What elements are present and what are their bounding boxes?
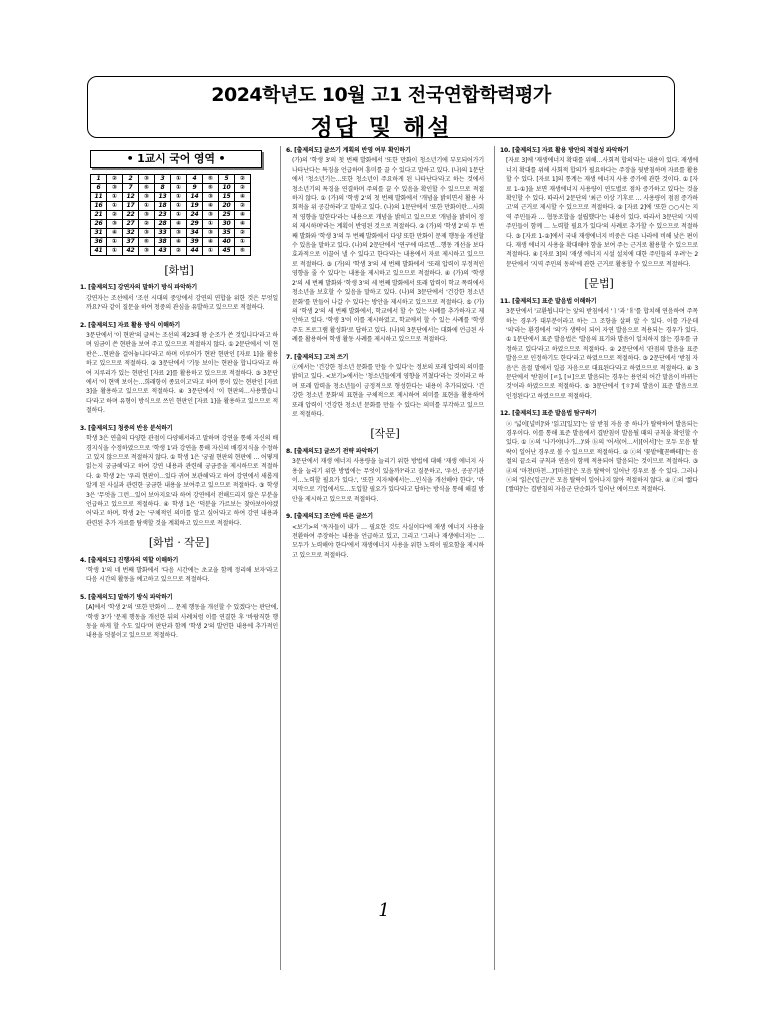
answer-mark: ② bbox=[107, 211, 123, 220]
answer-mark: ① bbox=[235, 238, 251, 247]
explanation-title: 4. [출제의도] 진행자의 역할 이해하기 bbox=[80, 556, 179, 564]
explanation-body: ⓒ에서는 '건강한 청소년 문화를 만들 수 있다'는 정보의 또래 압력의 의미를 밝히고 있다. <보기>에서는 '청소년들에게 영향을 끼쳤다'라는 것이라고 하며 또래 압력을 청소년들이 긍정적으로 형성한다는 내용이 추가되었다. '건강한 청소년 문화'의 표현을 구체적으로 제시하여 의미를 표현을 활용하여 또래 압력이 '건강한 청소년 문화를 만들 수 있다는 의미를 부각하고 있으므로 적절하다. bbox=[292, 363, 484, 418]
question-number: 5 bbox=[219, 175, 235, 184]
explanation-body: <보기>의 '독자들이 내가 … 필요한 것도 사실이다'에 재생 에너지 사용을 전환하여 주장하는 내용을 언급하고 있고, 그리고 '그러나 재생에너지는 … 모두가 노력해야 한다'에서 재생에너지 사용을 위한 노력이 필요함을 제시하고 있으므로 적절하다. bbox=[292, 523, 484, 559]
question-number: 1 bbox=[91, 175, 107, 184]
answer-mark: ⑤ bbox=[139, 238, 155, 247]
answer-mark: ③ bbox=[171, 229, 187, 238]
answer-mark: ③ bbox=[139, 247, 155, 256]
explanation-body: [A]에서 '학생 2'의 '또한 만화이 … 문제 행동을 개선할 수 있겠다'는 판단에, '학생 3'가 '문제 행동을 개선한 뒤의 사례처럼 이를 연결한 후 '바람직한 행동을 하게 할 수도 있다'며 판단과 함께 '학생 2'의 발언한 내용에 추가적인 내용을 덧붙이고 있으므로 적절하다. bbox=[86, 604, 278, 640]
explanation-item bbox=[500, 409, 698, 495]
explanation-title: 7. [출제의도] 고쳐 쓰기 bbox=[286, 353, 349, 361]
explanation-list bbox=[80, 556, 278, 641]
explanation-body: 학생 3은 연출의 다양한 관점이 다양해서라고 말하며 강연을 통해 자신의 배경지식을 수정하였으므로 '학생 1'과 강연을 통해 자신의 배경지식을 수정하고 있지 않으므로 적절하지 않다. ① 학생 1은 '궁궐 현판의 현판에 … 어떻게 읽는지 궁금해'라고 하여 강연 내용과 관련해 궁금증을 제시하므로 적절하다. ② 학생 2는 '우리 현판이…있다 귀여 보관해'라고 하여 강연에서 새롭게 알게 된 사실과 관련한 궁금한 내용을 보여주고 있으므로 적절하다. ③ 학생 3은 '무엇을 그런…있어 보아지요'라 하여 강연에서 전해드리지 않은 부분을 언급하고 있으므로 적절하다. ④ 학생 1은 '덕분을 가르보는 찾아보아야겠어'라고 하며, 학생 2는 '구체적인 의미를 알고 싶어'라고 하여 강연 내용과 관련된 추가 자료를 탐색할 것을 계획하고 있으므로 적절하다. bbox=[86, 435, 278, 527]
explanation-title: 2. [출제의도] 자료 활용 방식 이해하기 bbox=[80, 321, 181, 329]
answer-mark: ④ bbox=[203, 202, 219, 211]
answer-mark: ③ bbox=[203, 211, 219, 220]
question-number: 9 bbox=[187, 184, 203, 193]
answer-row bbox=[91, 193, 251, 202]
explanation-item bbox=[80, 593, 278, 641]
section-heading-jakmun: [작문] bbox=[370, 427, 400, 441]
explanation-list bbox=[286, 447, 484, 560]
question-number: 27 bbox=[123, 220, 139, 229]
answer-mark: ④ bbox=[203, 238, 219, 247]
answer-mark: ① bbox=[171, 202, 187, 211]
explanation-list bbox=[80, 283, 278, 528]
answer-mark: ② bbox=[139, 220, 155, 229]
answer-mark: ① bbox=[171, 175, 187, 184]
answer-mark: ④ bbox=[235, 211, 251, 220]
question-number: 40 bbox=[219, 238, 235, 247]
question-number: 34 bbox=[187, 229, 203, 238]
question-number: 11 bbox=[91, 193, 107, 202]
answer-mark: ② bbox=[235, 229, 251, 238]
column-1 bbox=[80, 146, 278, 649]
answer-mark: ③ bbox=[107, 220, 123, 229]
explanation-title: 1. [출제의도] 강연자의 말하기 방식 파악하기 bbox=[80, 284, 198, 292]
answer-mark: ③ bbox=[203, 193, 219, 202]
question-number: 38 bbox=[155, 238, 171, 247]
explanation-body: 3문단에서 '교환됩니다'는 앞의 받침에서 'ㅣ'과 'ㅐ'를 합치해 연음하여 주목하는 경우가 대부분이라고 하는 그 조항을 살펴 알 수 있다. 이를 가운데 '의'라는 환경에서 '의'가 생략이 되어 자연 발음으로 적용되는 경우가 있다. ① 1문단에서 표준 발음법은 '발음의 표기와 발음이 일치하지 않는 경우를 규정하고 있다'라고 하였으므로 적절하다. ② 2문단에서 '관점의 발음을 표준 발음으로 인정하기도 한다'라고 하였으므로 적절하다. ③ 2문단에서 '받침 자음'은 음절 말에서 일곱 자음으로 대표된다'라고 하였으므로 적절하다. ④ 3문단에서 '받침이 [ㄹ], [ㅂ]으로 발음되는 경우는 용언의 어간 말음이 바뀌는 것'이라 하였으므로 적절하다. ⑤ 3문단에서 '[ㅎ]'의 발음이 표준 발음으로 인정된다'고 하였으므로 적절하다. bbox=[506, 308, 698, 400]
answer-mark: ④ bbox=[171, 220, 187, 229]
question-number: 36 bbox=[91, 238, 107, 247]
explanation-list bbox=[500, 146, 698, 269]
explanation-item bbox=[286, 512, 484, 560]
question-number: 8 bbox=[155, 184, 171, 193]
explanation-item bbox=[80, 424, 278, 528]
answer-row bbox=[91, 184, 251, 193]
answer-mark: ② bbox=[235, 202, 251, 211]
question-number: 13 bbox=[155, 193, 171, 202]
section-heading-hwabeop-jakmun: [화법 · 작문] bbox=[148, 536, 210, 550]
answer-row bbox=[91, 229, 251, 238]
question-number: 43 bbox=[155, 247, 171, 256]
answer-mark: ⑤ bbox=[203, 184, 219, 193]
answer-mark: ① bbox=[107, 202, 123, 211]
question-number: 17 bbox=[123, 202, 139, 211]
explanation-list bbox=[500, 297, 698, 495]
question-number: 12 bbox=[123, 193, 139, 202]
question-number: 44 bbox=[187, 247, 203, 256]
question-number: 21 bbox=[91, 211, 107, 220]
answer-mark: ① bbox=[171, 193, 187, 202]
section-heading-munbeop: [문법] bbox=[584, 277, 614, 291]
explanation-item bbox=[500, 146, 698, 269]
question-number: 33 bbox=[155, 229, 171, 238]
question-number: 29 bbox=[187, 220, 203, 229]
question-number: 26 bbox=[91, 220, 107, 229]
answer-mark: ④ bbox=[171, 238, 187, 247]
answer-row bbox=[91, 247, 251, 256]
column-2 bbox=[286, 146, 484, 568]
exam-subtitle: 정답 및 해설 bbox=[310, 115, 452, 141]
explanation-title: 3. [출제의도] 청중의 반응 분석하기 bbox=[80, 424, 173, 432]
explanation-title: 6. [출제의도] 글쓰기 계획의 반영 여부 확인하기 bbox=[286, 147, 411, 154]
question-number: 41 bbox=[91, 247, 107, 256]
question-number: 35 bbox=[219, 229, 235, 238]
question-number: 3 bbox=[155, 175, 171, 184]
explanation-title: 10. [출제의도] 자료 활용 방안의 적절성 파악하기 bbox=[500, 147, 629, 154]
answer-mark: ② bbox=[235, 184, 251, 193]
answer-mark: ⑤ bbox=[203, 175, 219, 184]
explanation-body: ⓐ '넓이[널비]'와 '읽고[일꼬]'는 앞 받침 자음 중 하나가 탈락하여 발음되는 경우이다. 이를 통해 표준 발음에서 겹받침이 발음될 때의 규칙을 확인할 수 있다. ① ⓐ의 '나가야(나가…)'와 ⓑ의 '어서(어…서)[어서]'는 모두 모음 탈락이 일어난 경우로 볼 수 있으므로 적절하다. ② ⓒ의 '꽃밭에[꼳빠테]'는 음절의 끝소리 규칙과 연음이 함께 적용되어 발음되는 것이므로 적절하다. ③ ⓓ의 '마천(마천…)'[마천]'은 모음 탈락이 일어난 경우로 볼 수 있다. 그러나 ⓔ의 '읽은(일근)'은 모음 탈락이 일어나지 않아 적절하지 않다. ④ ⓕ의 '짧다[짤따]'는 겹받침의 자음군 단순화가 일어난 예이므로 적절하다. bbox=[506, 420, 698, 494]
question-number: 45 bbox=[219, 247, 235, 256]
question-number: 15 bbox=[219, 193, 235, 202]
question-number: 18 bbox=[155, 202, 171, 211]
answer-mark: ③ bbox=[139, 193, 155, 202]
explanation-body: '학생 1'의 네 번째 발화에서 '다음 시간에는 초교을 함께 정리해 보자'라고 다음 시간의 활동을 예고하고 있으므로 적절하다. bbox=[86, 566, 278, 584]
answer-table bbox=[90, 174, 251, 256]
answer-mark: ⑤ bbox=[235, 247, 251, 256]
answer-mark: ② bbox=[171, 247, 187, 256]
answer-mark: ④ bbox=[107, 229, 123, 238]
answer-mark: ③ bbox=[203, 229, 219, 238]
answer-mark: ④ bbox=[235, 220, 251, 229]
question-number: 39 bbox=[187, 238, 203, 247]
answer-mark: ③ bbox=[139, 211, 155, 220]
explanation-body: (가)의 '학생 3'의 첫 번째 발화에서 '또한 만화이 청소년기에 부모되어가기 나타난다는 특징을 언급하며 흥미를 끌 수 있다고 말하고 있다. (나)의 1문단에서 '청소년기는…또한 청소년이 주요하게 된 나타난다'라고 하는 것에서 청소년기의 특징을 연결하며 주의를 끌 수 있음을 확인할 수 있으므로 적절하지 않다. ① (가)의 '학생 2'의 첫 번째 발화에서 '개념을 밝히면서 활용 사회적을 위 공감하라'고 말하고 있다. (나)의 1문단에서 '또한 만화이란…사회적 영향을 말한다'라는 내용으로 개념을 밝히고 있으므로 '개념을 밝히어 정의 제시하며'라는 계획이 반영된 것으로 적절하다. ② (가)의 '학생 2'의 두 번째 발화와 '학생 3'의 두 번째 발화에서 다양 또한 만화이 문제 행동을 개선할 수 있음을 말하고 있다. (나)의 2문단에서 '연구에 따르면…행동 개선을 보다 효과적으로 이끌어 낼 수 있다고 한다'라는 내용에서 자료 제시하고 있으므로 적절하다. ③ (가)의 '학생 3'의 세 번째 발화에서 '또래 압력이 부정적인 영향을 줄 수 있다'는 내용을 제시하고 있으므로 적절하다. ④ (가)의 '학생 2'의 세 번째 발화와 '학생 3'의 세 번째 발화에서 또래 압력이 학교 폭력에서 청소년을 보호할 수 있음을 말하고 있다. (나)의 3문단에서 '건강한 청소년 문화'를 만들어 나갈 수 있다는 방안을 제시하고 있으므로 적절하다. ⑤ (가)의 '학생 2'의 세 번째 발화에서, 학교에서 할 수 있는 사례를 추가하자고 제안하고 있다. '학생 3'이 이를 제시하였고, 학교에서 할 수 있는 사례를 '학생 주도 프로그램 활성화'로 답하고 있다. (나)의 3문단에서는 대화에 언급된 사례를 활용하여 학생 활동 사례를 제시하고 있으므로 적절하다. bbox=[292, 157, 484, 344]
question-number: 37 bbox=[123, 238, 139, 247]
explanation-title: 11. [출제의도] 표준 발음법 이해하기 bbox=[500, 297, 597, 305]
question-number: 2 bbox=[123, 175, 139, 184]
explanation-item bbox=[286, 146, 484, 345]
question-number: 25 bbox=[219, 211, 235, 220]
question-number: 16 bbox=[91, 202, 107, 211]
question-number: 24 bbox=[187, 211, 203, 220]
explanation-item bbox=[286, 447, 484, 504]
column-3 bbox=[500, 146, 698, 503]
answer-row bbox=[91, 211, 251, 220]
answer-mark: ① bbox=[171, 184, 187, 193]
section-heading-hwabeop: [화법] bbox=[164, 264, 194, 277]
explanation-item bbox=[286, 353, 484, 420]
page-number: 1 bbox=[378, 900, 390, 921]
answer-mark: ① bbox=[107, 238, 123, 247]
exam-header bbox=[87, 76, 675, 141]
question-number: 31 bbox=[91, 229, 107, 238]
answer-mark: ② bbox=[107, 175, 123, 184]
explanation-item bbox=[80, 283, 278, 312]
question-number: 6 bbox=[91, 184, 107, 193]
explanation-body: 3문단에서 '이 현판'의 글씨는 조선의 제23대 왕 순조가 쓴 것입니다'라고 하며 임금이 쓴 현판을 보여 주고 있으므로 적절하지 않다. ① 2문단에서 '이 현판은…현판을 걸어놓니다'라고 하며 이루어가 현판 현판인 [자료 1]을 활용하고 있으므로 적절하다. ② 3문단에서 '기둥 보이는 현판을 합니다'라고 하여 지루리가 있는 현판인 [자료 2]를 활용하고 있으므로 적절하다. ③ 3문단에서 '이 현액 보이는…희래항이 종묘이고'라고 하며 통이 있는 현판인 [자료 3]을 활용하고 있으므로 적절하다. ④ 3문단에서 '이 현판의…사용했습니다'라고 하며 유형이 방식으로 쓰인 현판인 [자료 1]을 활용하고 있으므로 적절하다. bbox=[86, 332, 278, 415]
answer-mark: ① bbox=[203, 247, 219, 256]
answer-row bbox=[91, 175, 251, 184]
answer-mark: ① bbox=[107, 247, 123, 256]
question-number: 22 bbox=[123, 211, 139, 220]
column-divider bbox=[494, 146, 495, 970]
answer-mark: ① bbox=[139, 202, 155, 211]
question-number: 4 bbox=[187, 175, 203, 184]
explanation-title: 9. [출제의도] 조언에 따른 글쓰기 bbox=[286, 513, 373, 521]
explanation-list bbox=[286, 146, 484, 419]
answer-mark: ② bbox=[235, 175, 251, 184]
question-number: 10 bbox=[219, 184, 235, 193]
question-number: 20 bbox=[219, 202, 235, 211]
answer-mark: ① bbox=[203, 220, 219, 229]
answer-mark: ③ bbox=[107, 184, 123, 193]
answer-mark: ④ bbox=[235, 193, 251, 202]
subject-banner: • 1교시 국어 영역 • bbox=[90, 150, 262, 168]
answer-mark: ③ bbox=[139, 229, 155, 238]
question-number: 28 bbox=[155, 220, 171, 229]
question-number: 19 bbox=[187, 202, 203, 211]
question-number: 42 bbox=[123, 247, 139, 256]
explanation-title: 8. [출제의도] 글쓰기 전략 파악하기 bbox=[286, 447, 379, 455]
explanation-item bbox=[500, 297, 698, 401]
column-divider bbox=[280, 146, 281, 970]
explanation-title: 5. [출제의도] 말하기 방식 파악하기 bbox=[80, 593, 173, 601]
answer-mark: ① bbox=[171, 211, 187, 220]
question-number: 32 bbox=[123, 229, 139, 238]
answer-row bbox=[91, 202, 251, 211]
answer-mark: ③ bbox=[139, 175, 155, 184]
answer-mark: ① bbox=[107, 193, 123, 202]
question-number: 14 bbox=[187, 193, 203, 202]
explanation-title: 12. [출제의도] 표준 발음법 탐구하기 bbox=[500, 410, 597, 418]
explanation-item bbox=[80, 556, 278, 585]
answer-mark: ⑤ bbox=[139, 184, 155, 193]
explanation-item bbox=[80, 321, 278, 416]
explanation-body: 강연자는 조선에서 '조선 시대의 중앙에서 강연의 연합을 위한 것은 무엇일까요?'라 같이 질문을 하여 청중의 관심을 유발하고 있으므로 적절하다. bbox=[86, 294, 278, 312]
question-number: 7 bbox=[123, 184, 139, 193]
explanation-body: [자료 3]에 '재생에너지 확대를 위해…사회적 합의'라는 내용이 있다. 재생에너지 확대를 위해 사회적 합의가 필요하다는 주장을 뒷받침하며 자료를 활용할 수 있다. [자료 1]의 통계는 재생 에너지 사용 증가에 관한 것이다. ① [자료 1-①]을 보면 재생에너지 사용량이 연도별로 점차 증가하고 있다는 것을 확인할 수 있다. 따라서 2문단의 '최근 이상 기후로 … 사용량이 점점 증가하고'의 근거로 제시할 수 있으므로 적절하다. ② [자료 2]에 '또한 ○○시는 지역 주민들과 … 협동조합을 설립했다'는 내용이 있다. 따라서 3문단의 '지역 주민들이 함께 … 노력할 필요가 있다'의 사례로 추가할 수 있으므로 적절하다. ③ [자료 1-②]에서 국내 재생에너지 비중은 다른 나라에 비해 낮은 편이다. 재생 에너지 사용을 확대해야 함을 보여 주는 근거로 활용할 수 있으므로 적절하다. ④ [자료 3]의 '재생 에너지 시설 설치에 대한 주민들의 우려'는 2문단에서 '지역 주민의 동의'에 관한 근거로 활용할 수 있으므로 적절하다. bbox=[506, 157, 698, 268]
answer-row bbox=[91, 220, 251, 229]
explanation-body: 3문단에서 재생 에너지 사용량을 늘리기 위한 방법에 대해 '재생 에너지 사용을 늘리기 위한 방법에는 무엇이 있을까?'라고 질문하고, '우선, 공공기관이…노력할 필요가 있다.', '또한 지자체에서는…인식을 개선해야 한다', '마지막으로 기업에서도…도입할 필요가 있다'라고 답하는 방식을 통해 해결 방안을 제시하고 있으므로 적절하다. bbox=[292, 458, 484, 503]
question-number: 30 bbox=[219, 220, 235, 229]
exam-title: 2024학년도 10월 고1 전국연합학력평가 bbox=[211, 84, 551, 106]
answer-row bbox=[91, 238, 251, 247]
question-number: 23 bbox=[155, 211, 171, 220]
